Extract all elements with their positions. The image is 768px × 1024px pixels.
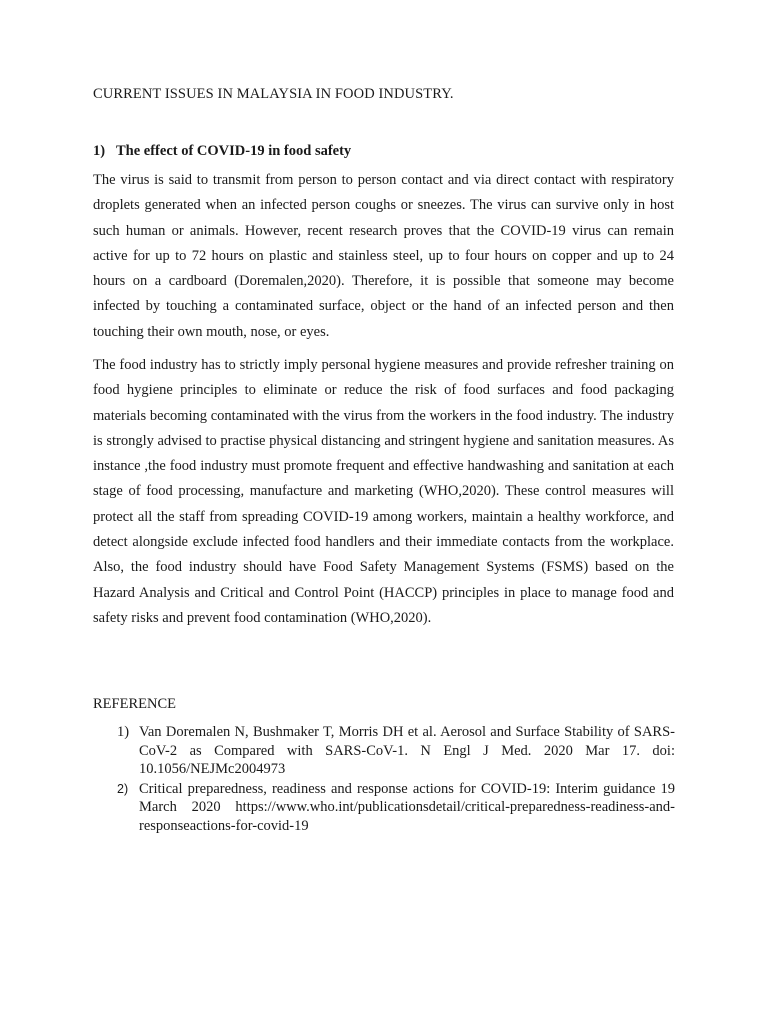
section-number: 1): [93, 143, 106, 159]
section-heading: [93, 143, 351, 160]
reference-item: [93, 723, 675, 779]
references-list: [93, 723, 675, 836]
paragraph-virus-transmission: The virus is said to transmit from person to person contact and via direct contact with respiratory droplets generated when an infected person coughs or sneezes. The virus can survive only in host such human or animals. However, recent research proves that the COVID-19 virus can remain active for up to 72 hours on plastic and stainless steel, up to four hours on copper and up to 24 hours on a cardboard (Doremalen,2020). Therefore, it is possible that someone may become infected by touching a contaminated surface, object or the hand of an infected person and then touching their own mouth, nose, or eyes.: [93, 172, 674, 340]
reference-item: [93, 780, 675, 836]
reference-text: Critical preparedness, readiness and response actions for COVID-19: Interim guidance 19 March 2020 https://www.who.int/publicationsdetail/critical-preparedness-readiness-and-responseactions-for-covid-19: [139, 780, 675, 834]
document-title: CURRENT ISSUES IN MALAYSIA IN FOOD INDUSTRY.: [93, 86, 454, 102]
section-heading-text: The effect of COVID-19 in food safety: [116, 143, 352, 159]
paragraph-food-industry-measures: The food industry has to strictly imply personal hygiene measures and provide refresher training on food hygiene principles to eliminate or reduce the risk of food surfaces and food packaging materials becoming contaminated with the virus from the workers in the food industry. The industry is strongly advised to practise physical distancing and stringent hygiene and sanitation measures. As instance ,the food industry must promote frequent and effective handwashing and sanitation at each stage of food processing, manufacture and marketing (WHO,2020). These control measures will protect all the staff from spreading COVID-19 among workers, maintain a healthy workforce, and detect alongside exclude infected food handlers and their immediate contacts from the workplace. Also, the food industry should have Food Safety Management Systems (FSMS) based on the Hazard Analysis and Critical and Control Point (HACCP) principles in place to manage food and safety risks and prevent food contamination (WHO,2020).: [93, 357, 674, 626]
reference-text: Van Doremalen N, Bushmaker T, Morris DH et al. Aerosol and Surface Stability of SARS-CoV-2 as Compared with SARS-CoV-1. N Engl J Med. 2020 Mar 17. doi: 10.1056/NEJMc2004973: [139, 724, 675, 777]
references-heading: REFERENCE: [93, 696, 176, 712]
reference-number: 1): [117, 724, 130, 740]
reference-number: 2): [117, 781, 129, 796]
